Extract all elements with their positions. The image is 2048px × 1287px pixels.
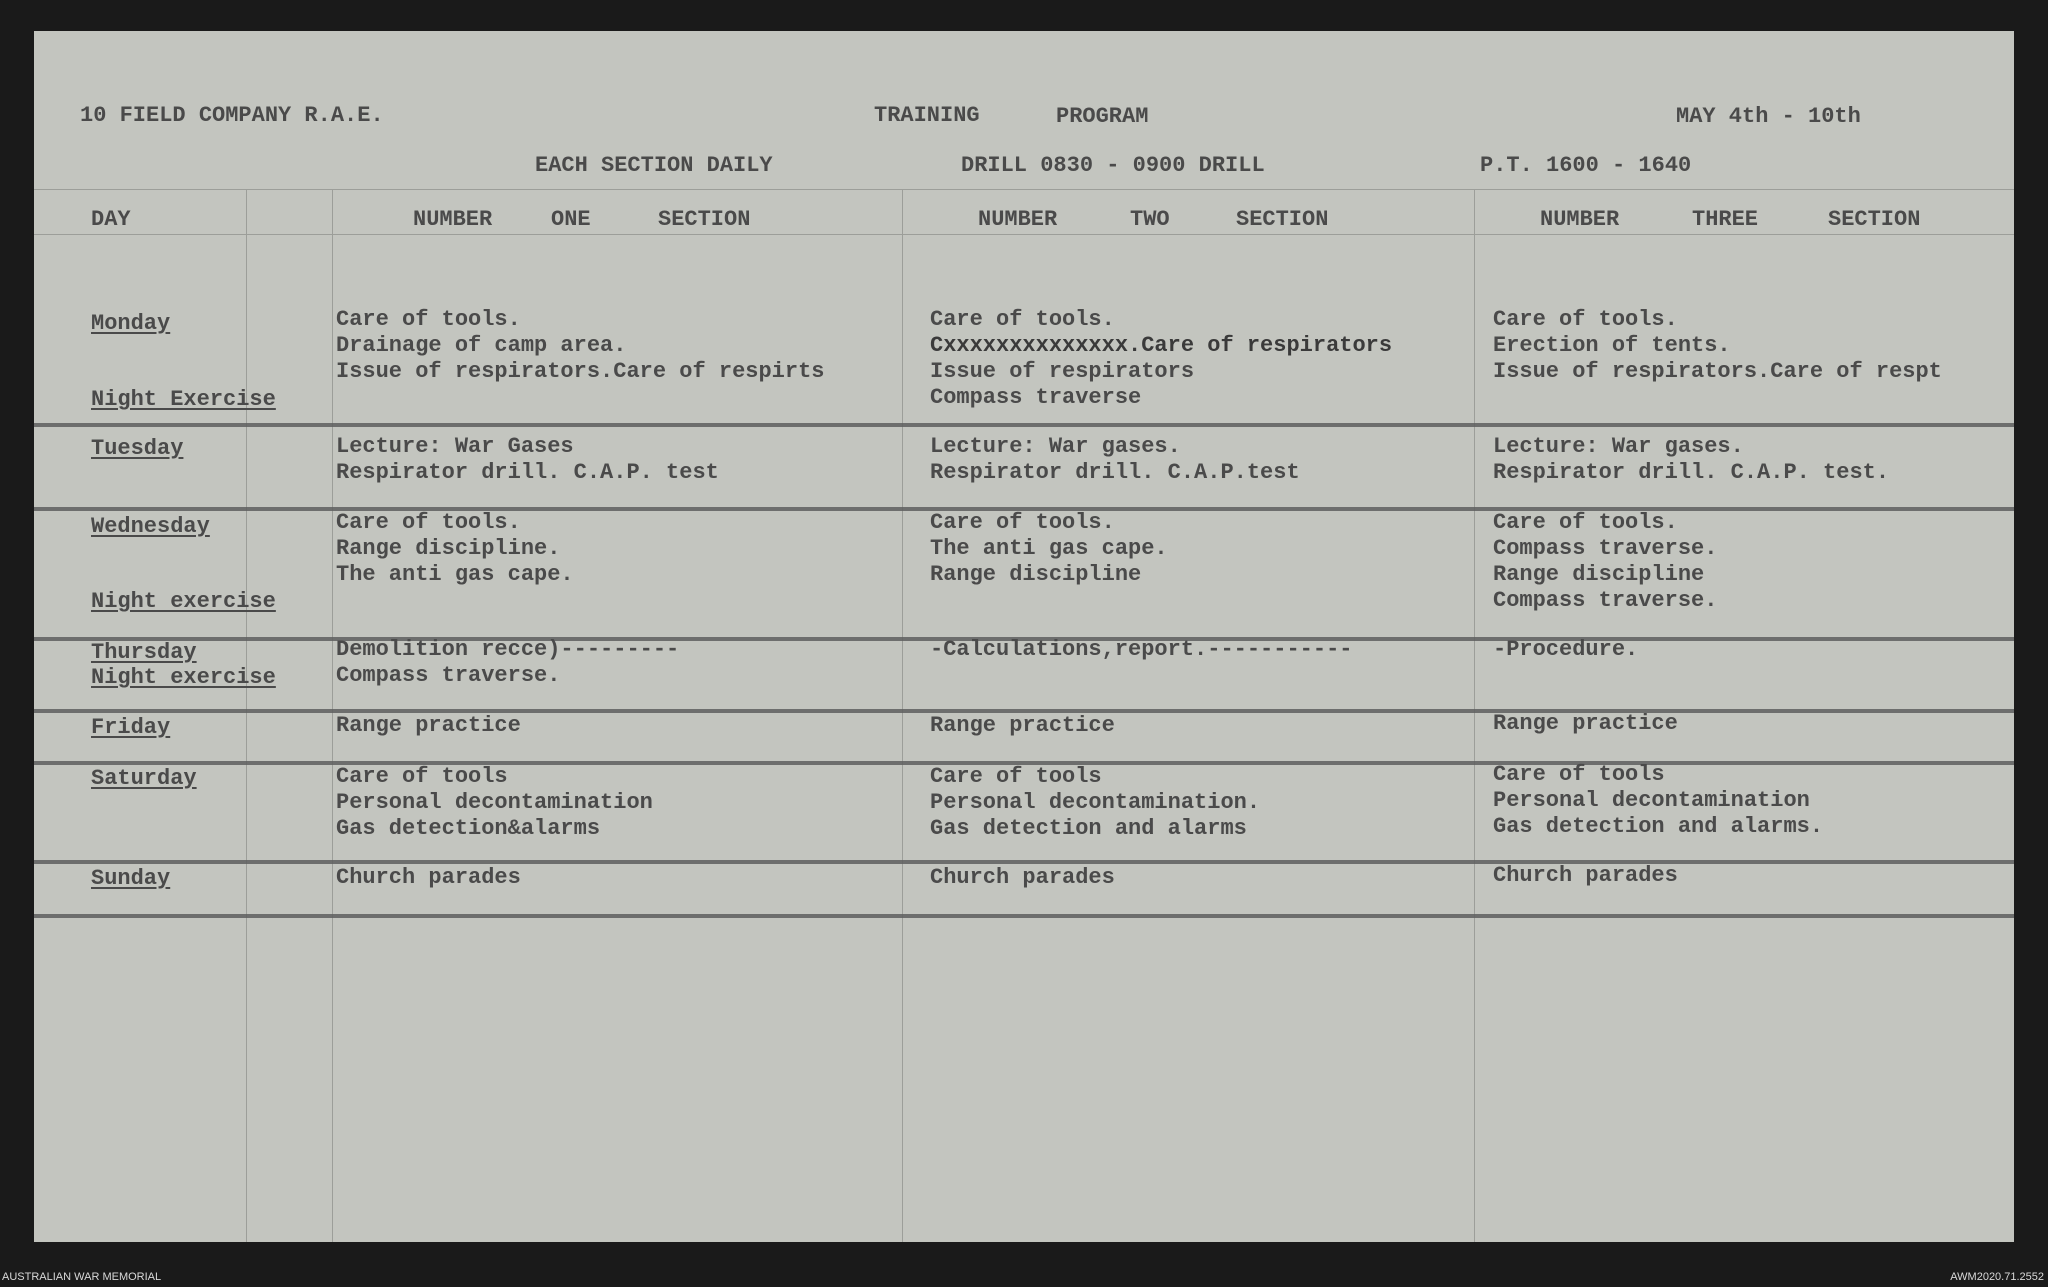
row-rule-sunday: [34, 914, 2014, 918]
list-item: Lecture: War Gases: [336, 434, 574, 459]
wednesday-section-three: [1493, 510, 1717, 614]
list-item: Issue of respirators.Care of respirts: [336, 359, 825, 384]
col1-word-section: SECTION: [658, 207, 751, 232]
col1-word-number: NUMBER: [413, 207, 493, 232]
list-item: Church parades: [930, 865, 1115, 890]
row-rule-saturday: [34, 860, 2014, 864]
list-item: Gas detection&alarms: [336, 816, 601, 841]
day-label-friday: Friday: [91, 715, 171, 740]
date-range: MAY 4th - 10th: [1676, 104, 1861, 129]
col3-word-section: SECTION: [1828, 207, 1921, 232]
header-bottom-rule: [34, 234, 2014, 235]
list-item: Care of tools.: [1493, 510, 1678, 535]
pt-times: P.T. 1600 - 1640: [1480, 153, 1692, 178]
thursday-section-two: [930, 637, 1352, 663]
thursday-section-three: [1493, 637, 1638, 663]
day-label-monday: Monday: [91, 311, 171, 336]
sub-label-night-exercise: Night Exercise: [91, 387, 276, 412]
footer-catalogue-number: AWM2020.71.2552: [1950, 1271, 2044, 1283]
day-label-tuesday: Tuesday: [91, 436, 184, 461]
wednesday-section-two: [930, 510, 1168, 588]
col2-word-section: SECTION: [1236, 207, 1329, 232]
list-item: Respirator drill. C.A.P. test.: [1493, 460, 1890, 485]
section-three-divider: [1474, 189, 1475, 1242]
saturday-section-two: [930, 764, 1260, 842]
col3-word-three: THREE: [1692, 207, 1759, 232]
list-item: The anti gas cape.: [930, 536, 1168, 561]
list-item: Compass traverse.: [1493, 536, 1718, 561]
thursday-section-one: [336, 637, 679, 689]
list-item: Care of tools.: [336, 307, 521, 332]
list-item: Compass traverse.: [336, 663, 561, 688]
table-top-rule: [34, 189, 2014, 190]
sunday-section-three: [1493, 863, 1678, 889]
wednesday-section-one: [336, 510, 574, 588]
monday-section-two: [930, 307, 1392, 411]
friday-section-two: [930, 713, 1115, 739]
list-item: Care of tools: [336, 764, 508, 789]
sub-label-night-exercise: Night exercise: [91, 589, 276, 614]
monday-section-three: [1493, 307, 1942, 385]
program-word-training: TRAINING: [874, 103, 980, 128]
list-item: Range discipline: [1493, 562, 1705, 587]
list-item: Church parades: [1493, 863, 1678, 888]
list-item: Range practice: [336, 713, 521, 738]
sub-label-night-exercise: Night exercise: [91, 665, 276, 690]
list-item: Range discipline.: [336, 536, 561, 561]
list-item: -Calculations,report.-----------: [930, 637, 1353, 662]
sunday-section-one: [336, 865, 521, 891]
day-label-thursday: Thursday: [91, 640, 197, 665]
list-item: Church parades: [336, 865, 521, 890]
saturday-section-three: [1493, 762, 1823, 840]
day-column-divider: [246, 189, 247, 1242]
list-item: Lecture: War gases.: [930, 434, 1181, 459]
list-item: Range practice: [930, 713, 1115, 738]
sunday-section-two: [930, 865, 1115, 891]
tuesday-section-two: [930, 434, 1300, 486]
list-item: Care of tools: [930, 764, 1102, 789]
footer-institution: AUSTRALIAN WAR MEMORIAL: [2, 1271, 162, 1283]
monday-section-one: [336, 307, 824, 385]
document-sheet: [34, 31, 2014, 1242]
list-item: Personal decontamination: [336, 790, 653, 815]
list-item: Compass traverse: [930, 385, 1142, 410]
list-item: Care of tools.: [930, 307, 1115, 332]
saturday-section-one: [336, 764, 653, 842]
list-item: Personal decontamination.: [930, 790, 1261, 815]
program-word-program: PROGRAM: [1056, 104, 1149, 129]
list-item: Demolition recce)---------: [336, 637, 680, 662]
tuesday-section-three: [1493, 434, 1889, 486]
list-item: Care of tools: [1493, 762, 1665, 787]
list-item: Care of tools.: [336, 510, 521, 535]
friday-section-one: [336, 713, 521, 739]
list-item: Compass traverse.: [1493, 588, 1718, 613]
column-header-day: DAY: [91, 207, 131, 232]
list-item: Personal decontamination: [1493, 788, 1810, 813]
list-item: Drainage of camp area.: [336, 333, 627, 358]
drill-times: DRILL 0830 - 0900 DRILL: [961, 153, 1265, 178]
day-label-wednesday: Wednesday: [91, 514, 210, 539]
day-label-saturday: Saturday: [91, 766, 197, 791]
tuesday-section-one: [336, 434, 719, 486]
list-item: Erection of tents.: [1493, 333, 1731, 358]
list-item: Range practice: [1493, 711, 1678, 736]
list-item: Gas detection and alarms.: [1493, 814, 1824, 839]
list-item: Range discipline: [930, 562, 1142, 587]
col2-word-two: TWO: [1130, 207, 1170, 232]
section-one-divider: [332, 189, 333, 1242]
unit-name: 10 FIELD COMPANY R.A.E.: [80, 103, 384, 128]
col2-word-number: NUMBER: [978, 207, 1058, 232]
row-rule-monday: [34, 423, 2014, 427]
list-item: Issue of respirators: [930, 359, 1195, 384]
list-item: Gas detection and alarms: [930, 816, 1247, 841]
list-item: Cxxxxxxxxxxxxxx.Care of respirators: [930, 333, 1393, 358]
list-item: Respirator drill. C.A.P.test: [930, 460, 1300, 485]
list-item: Care of tools.: [930, 510, 1115, 535]
list-item: Respirator drill. C.A.P. test: [336, 460, 719, 485]
col1-word-one: ONE: [551, 207, 591, 232]
list-item: The anti gas cape.: [336, 562, 574, 587]
list-item: Issue of respirators.Care of respt: [1493, 359, 1942, 384]
col3-word-number: NUMBER: [1540, 207, 1620, 232]
friday-section-three: [1493, 711, 1678, 737]
day-label-sunday: Sunday: [91, 866, 171, 891]
list-item: -Procedure.: [1493, 637, 1639, 662]
section-two-divider: [902, 189, 903, 1242]
list-item: Lecture: War gases.: [1493, 434, 1744, 459]
each-section-daily: EACH SECTION DAILY: [535, 153, 773, 178]
list-item: Care of tools.: [1493, 307, 1678, 332]
